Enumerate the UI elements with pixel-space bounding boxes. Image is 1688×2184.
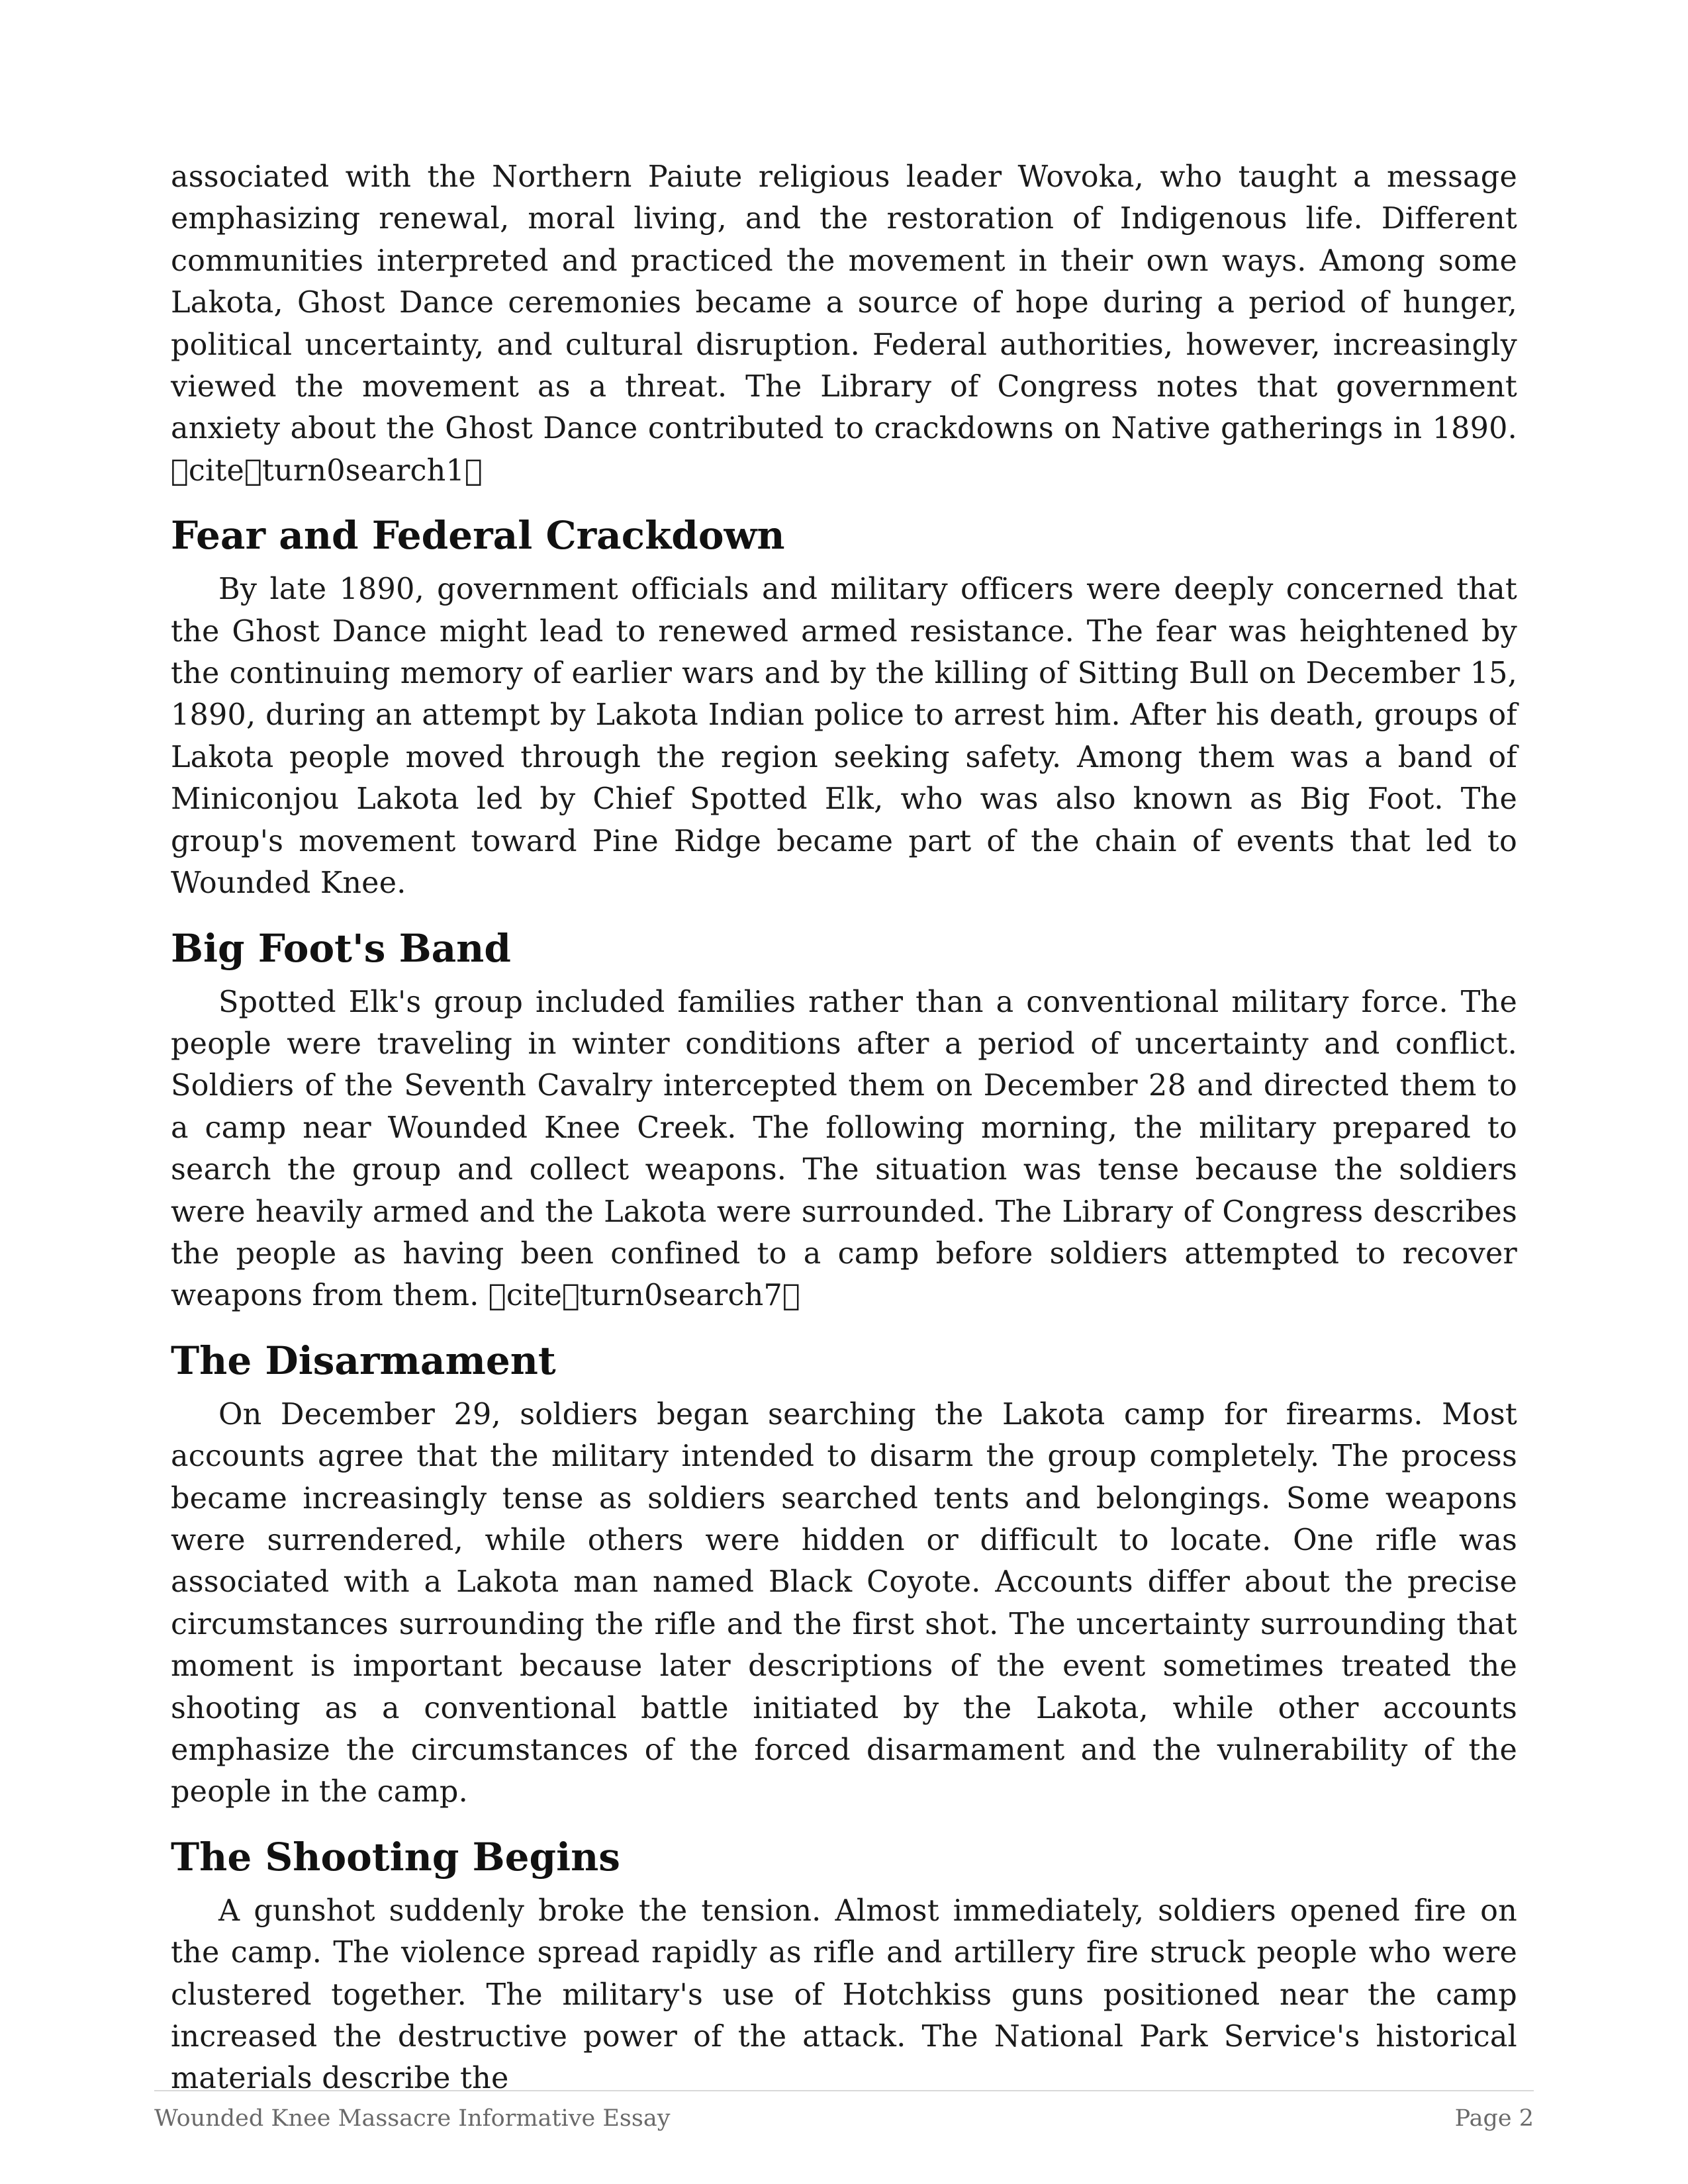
paragraph-shooting-begins: A gunshot suddenly broke the tension. Almost immediately, soldiers opened fire on the camp. The violence spread rapidly as rifle and artillery fire struck people who were clustered together. The military's use of Hotchkiss guns positioned near the camp increased the destructive power of the attack. The National Park Service's historical materials describe the	[171, 1893, 1517, 2096]
footer-page-number: Page 2	[1454, 2105, 1534, 2132]
paragraph-big-foots-band: Spotted Elk's group included families rather than a conventional military force. The people were traveling in winter conditions after a period of uncertainty and conflict. Soldiers of the Seventh Cavalry intercepted them on December 28 and directed them to a camp near Wounded Knee Creek. The following morning, the military prepared to search the group and collect weapons. The situation was tense because the soldiers were heavily armed and the Lakota were surrounded. The Library of Congress describes the people as having been confined to a camp before soldiers attempted to recover weapons from them. cite turn0search7	[171, 985, 1517, 1313]
heading-fear-and-federal-crackdown: Fear and Federal Crackdown	[171, 513, 785, 559]
footer-document-title: Wounded Knee Massacre Informative Essay	[154, 2105, 671, 2132]
heading-big-foots-band: Big Foot's Band	[171, 925, 511, 971]
document-body	[171, 156, 1517, 2100]
page-footer	[154, 2090, 1534, 2132]
paragraph-disarmament: On December 29, soldiers began searching the Lakota camp for firearms. Most accounts agree that the military intended to disarm the group completely. The process became increasingly tense as soldiers searched tents and belongings. Some weapons were surrendered, while others were hidden or difficult to locate. One rifle was associated with a Lakota man named Black Coyote. Accounts differ about the precise circumstances surrounding the rifle and the first shot. The uncertainty surrounding that moment is important because later descriptions of the event sometimes treated the shooting as a conventional battle initiated by the Lakota, while other accounts emphasize the circumstances of the forced disarmament and the vulnerability of the people in the camp.	[171, 1397, 1517, 1809]
heading-the-shooting-begins: The Shooting Begins	[171, 1834, 620, 1880]
paragraph-federal-crackdown: By late 1890, government officials and military officers were deeply concerned that the Ghost Dance might lead to renewed armed resistance. The fear was heightened by the continuing memory of earlier wars and by the killing of Sitting Bull on December 15, 1890, during an attempt by Lakota Indian police to arrest him. After his death, groups of Lakota people moved through the region seeking safety. Among them was a band of Miniconjou Lakota led by Chief Spotted Elk, who was also known as Big Foot. The group's movement toward Pine Ridge became part of the chain of events that led to Wounded Knee.	[171, 572, 1517, 901]
paragraph-ghost-dance-continued: associated with the Northern Paiute religious leader Wovoka, who taught a message emphasizing renewal, moral living, and the restoration of Indigenous life. Different communities interpreted and practiced the movement in their own ways. Among some Lakota, Ghost Dance ceremonies became a source of hope during a period of hunger, political uncertainty, and cultural disruption. Federal authorities, however, increasingly viewed the movement as a threat. The Library of Congress notes that government anxiety about the Ghost Dance contributed to crackdowns on Native gatherings in 1890. cite turn0search1	[171, 160, 1517, 488]
heading-the-disarmament: The Disarmament	[171, 1338, 556, 1383]
